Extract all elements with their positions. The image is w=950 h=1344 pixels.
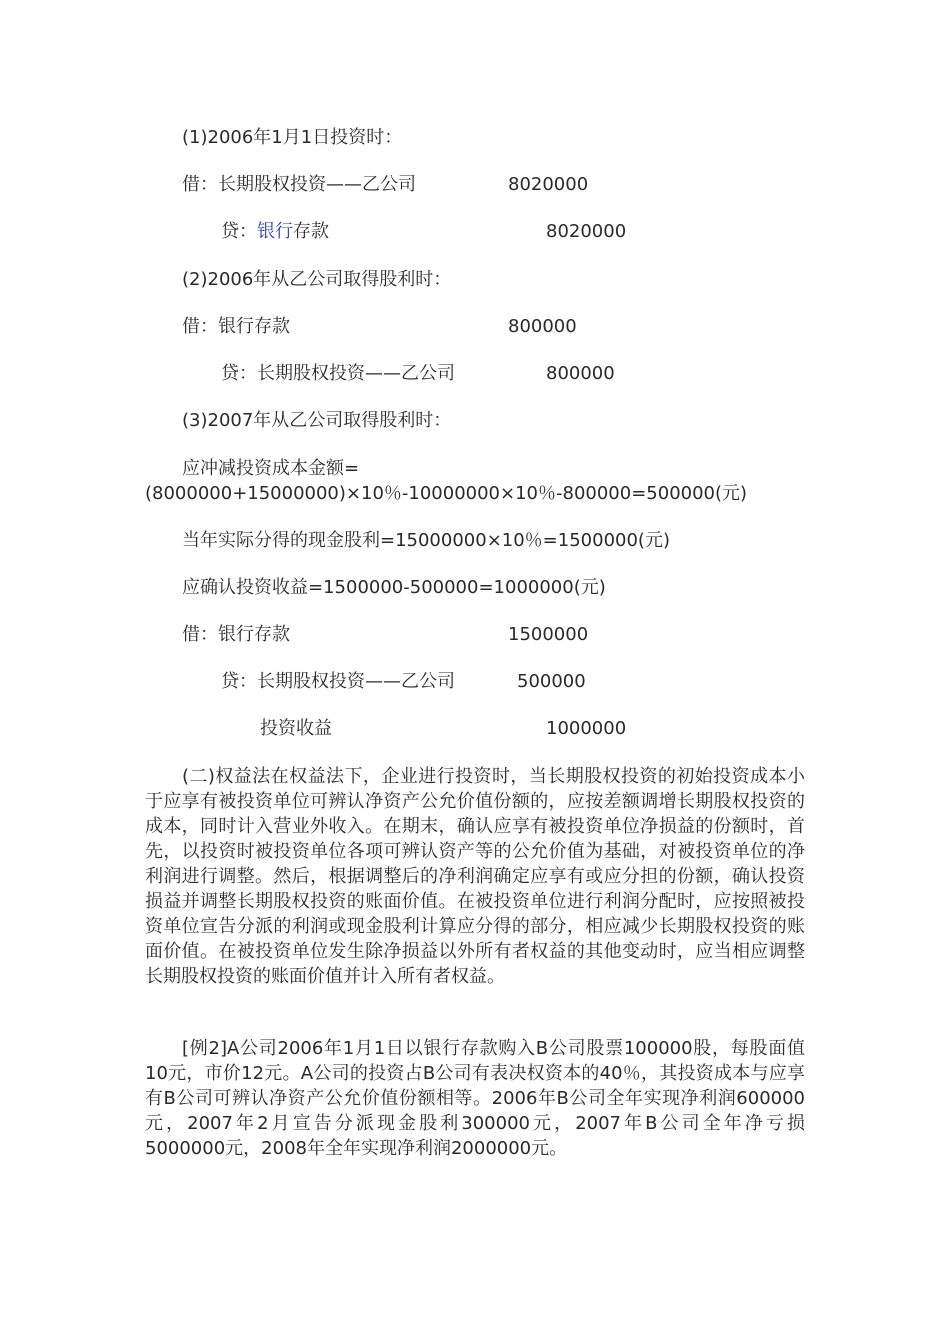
section2-heading: (2)2006年从乙公司取得股利时：: [182, 269, 452, 290]
credit-prefix: 贷：: [221, 221, 257, 242]
section3-debit-label: 借：银行存款: [182, 624, 290, 645]
section2-debit-label: 借：银行存款: [182, 316, 290, 337]
section3-formula2: 当年实际分得的现金股利=15000000×10％=1500000(元): [182, 530, 670, 551]
section2-credit-amount: 800000: [546, 363, 615, 384]
section2-credit-label: 贷：长期股权投资——乙公司: [221, 363, 455, 384]
section1-heading: (1)2006年1月1日投资时：: [182, 127, 403, 148]
credit-suffix: 存款: [293, 221, 329, 242]
section3-credit2-label: 投资收益: [260, 718, 332, 739]
section3-heading: (3)2007年从乙公司取得股利时：: [182, 410, 452, 431]
section1-credit-amount: 8020000: [546, 221, 627, 242]
section3-formula1: 应冲减投资成本金额=(8000000+15000000)×10％-10000000×10％-800000=500000(元): [145, 458, 748, 504]
section1-debit-amount: 8020000: [508, 174, 589, 195]
equity-method-paragraph: (二)权益法在权益法下，企业进行投资时，当长期股权投资的初始投资成本小于应享有被投资单位可辨认净资产公允价值份额的，应按差额调增长期股权投资的成本，同时计入营业外收入。在期末，确认应享有被投资单位净损益的份额时，首先，以投资时被投资单位各项可辨认资产等的公允价值为基础，对被投资单位的净利润进行调整。然后，根据调整后的净利润确定应享有或应分担的份额，确认投资损益并调整长期股权投资的账面价值。在被投资单位进行利润分配时，应按照被投资单位宣告分派的利润或现金股利计算应分得的部分，相应减少长期股权投资的账面价值。在被投资单位发生除净损益以外所有者权益的其他变动时，应当相应调整长期股权投资的账面价值并计入所有者权益。: [145, 766, 805, 987]
section3-credit-amount: 500000: [517, 671, 586, 692]
section3-credit2-amount: 1000000: [546, 718, 627, 739]
bank-link[interactable]: 银行: [257, 221, 293, 242]
section1-credit-label: [221, 220, 329, 244]
section3-formula3: 应确认投资收益=1500000-500000=1000000(元): [182, 577, 606, 598]
section3-credit-label: 贷：长期股权投资——乙公司: [221, 671, 455, 692]
section2-debit-amount: 800000: [508, 316, 577, 337]
section3-debit-amount: 1500000: [508, 624, 589, 645]
section1-debit-label: 借：长期股权投资——乙公司: [182, 174, 416, 195]
example2-paragraph: [例2]A公司2006年1月1日以银行存款购入B公司股票100000股，每股面值10元，市价12元。A公司的投资占B公司有表决权资本的40％，其投资成本与应享有B公司可辨认净资产公允价值份额相等。2006年B公司全年实现净利润600000元，2007年2月宣告分派现金股利300000元，2007年B公司全年净亏损5000000元，2008年全年实现净利润2000000元。: [145, 1038, 805, 1159]
